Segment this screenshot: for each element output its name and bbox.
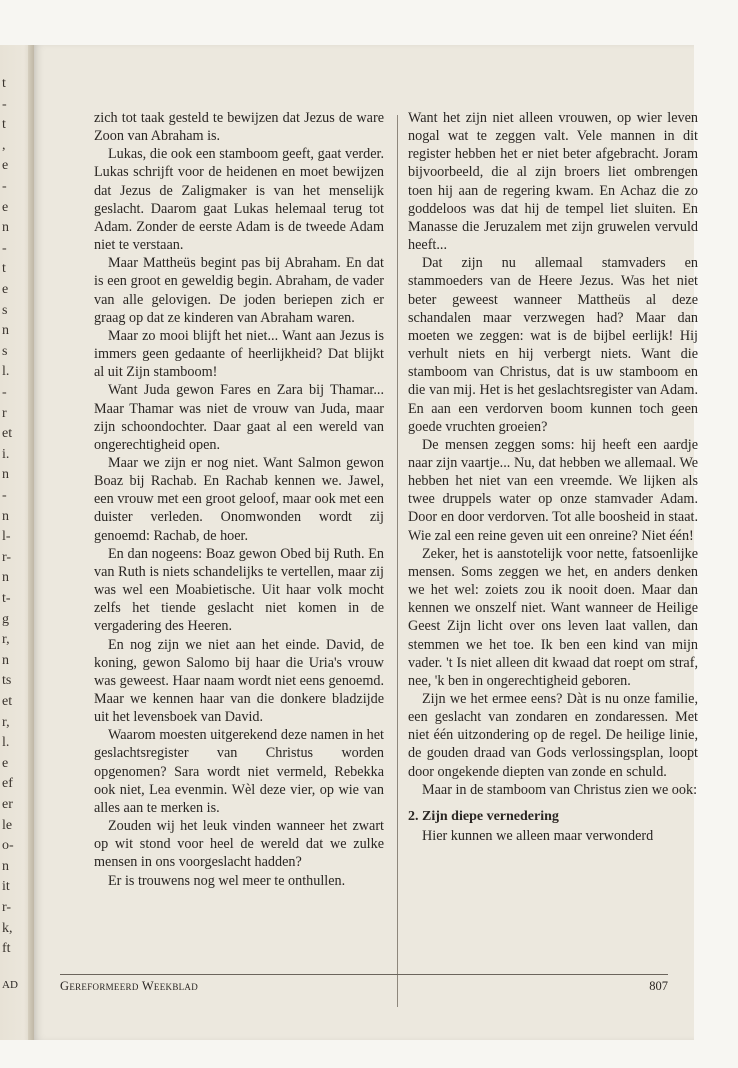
section-heading: 2. Zijn diepe vernedering <box>408 808 559 824</box>
left-margin-fragment: t <box>2 261 6 277</box>
left-margin-fragment: it <box>2 879 10 895</box>
left-margin-fragment: - <box>2 385 7 400</box>
paragraph: Want het zijn niet alleen vrouwen, op wier leven nogal wat te zeggen valt. Vele mannen in dit register hebben het er niet beter afgebracht. Joram bijvoorbeeld, die al zijn broers liet ombrengen toen hij aan de regering kwam. En Achaz die zo goddeloos was dat hij de tempel liet sluiten. En Manasse die Jeruzalem met zijn gruwelen vervuld heeft... <box>408 110 698 254</box>
paragraph: Er is trouwens nog wel meer te onthullen. <box>108 872 346 889</box>
left-margin-fragment: - <box>2 179 7 194</box>
left-margin-fragment: s <box>2 343 8 359</box>
left-page-footer-fragment: AD <box>2 979 18 991</box>
left-margin-fragment: l. <box>2 735 10 751</box>
left-margin-fragment: et <box>2 426 13 442</box>
left-margin-fragment: l. <box>2 364 10 380</box>
paragraph: Maar Mattheüs begint pas bij Abraham. En dat is een groot en geweldig begin. Abraham, de vader van alle gelovigen. De joden beriepen zich er graag op dat ze kinderen van Abraham waren. <box>94 255 384 326</box>
paragraph: Zijn we het ermee eens? Dàt is nu onze familie, een geslacht van zondaren en zondaressen. Met niet één uitzondering op de regel. De heilige linie, de gouden draad van Gods verlossingsplan, loopt door ongekende diepten van zonde en schuld. <box>408 691 698 780</box>
left-margin-fragment: t- <box>2 591 11 606</box>
left-margin-fragment: t <box>2 117 6 133</box>
column-divider <box>397 115 398 1007</box>
left-margin-fragment: ef <box>2 776 13 792</box>
left-margin-fragment: ft <box>2 941 11 957</box>
left-margin-fragment: , <box>2 137 6 153</box>
left-margin-fragment: g <box>2 611 9 627</box>
paragraph: Dat zijn nu allemaal stamvaders en stammoeders van de Heere Jezus. Was het niet beter geweest wanneer Mattheüs al deze schandalen maar verzwegen had? Maar dan moeten we zeggen: wat is de bijbel eerlijk! Hij verhult niets en hij verbergt niets. Want die stamboom van Christus, dat is uw stamboom en die van mij. Het is het geslachtsregister van Adam. En aan een verdorven boom kunnen toch geen goede vruchten groeien? <box>408 255 698 435</box>
left-margin-fragment: r- <box>2 900 12 915</box>
paragraph: Waarom moesten uitgerekend deze namen in het geslachtsregister van Christus worden opgenomen? Sara wordt niet vermeld, Rebekka ook niet, Lea evenmin. Wèl deze vier, op wie van alles aan te merken is. <box>94 727 384 816</box>
right-column <box>408 109 698 845</box>
left-margin-fragment: e <box>2 755 9 771</box>
footer-rule <box>60 974 668 975</box>
page-number: 807 <box>649 979 668 993</box>
left-margin-fragment: - <box>2 240 7 256</box>
left-margin-fragment: - <box>2 488 7 503</box>
left-margin-fragment: t <box>2 76 6 91</box>
left-margin-fragment: ts <box>2 673 12 689</box>
left-margin-fragment: r <box>2 405 7 421</box>
left-margin-fragment: o- <box>2 838 14 854</box>
left-margin-fragment: n <box>2 220 9 236</box>
paragraph: Want Juda gewon Fares en Zara bij Thamar... Maar Thamar was niet de vrouw van Juda, maar zijn schoondochter. Daar gaat al een wereld van ongerechtigheid open. <box>94 382 384 453</box>
left-margin-fragment: le <box>2 817 13 833</box>
publication-name: Gereformeerd Weekblad <box>60 979 199 993</box>
left-margin-fragment: r, <box>2 632 10 648</box>
paragraph: En dan nogeens: Boaz gewon Obed bij Ruth. En van Ruth is niets schandelijks te vertellen, maar zij was wel een Moabietische. Uit haar volk mocht zelfs het tiende geslacht niet komen in de vergadering des Heeren. <box>94 545 384 635</box>
left-margin-fragment: r- <box>2 549 12 565</box>
magazine-page <box>34 45 698 1040</box>
right-column-paragraphs <box>408 109 698 799</box>
left-margin-fragment: i. <box>2 446 10 462</box>
left-margin-fragment: e <box>2 158 9 174</box>
left-margin-fragment: e <box>2 282 9 297</box>
left-margin-fragment: n <box>2 508 9 524</box>
paragraph: Zeker, het is aanstotelijk voor nette, fatsoenlijke mensen. Soms zeggen we het, en anders denken we het wel: zoiets zou ik nooit doen. Maar dan kennen we onszelf niet. Want wanneer de Heilige Geest Zijn licht over ons leven laat vallen, dan stemmen we het toe. Ik ben een kind van mijn vader. 't Is niet alleen dit kwaad dat roept om straf, nee, 'k ben in ongerechtigheid geboren. <box>408 545 698 689</box>
left-margin-fragment: et <box>2 694 13 709</box>
left-margin-fragment: er <box>2 797 13 812</box>
left-margin-fragment: n <box>2 858 9 874</box>
left-margin-fragment: e <box>2 199 9 215</box>
paragraph: Zouden wij het leuk vinden wanneer het zwart op wit stond voor heel de wereld dat we zulke mensen in ons voorgeslacht hadden? <box>94 818 384 871</box>
left-margin-fragment: n <box>2 652 9 668</box>
left-column <box>94 109 384 890</box>
left-margin-fragment: k, <box>2 920 13 936</box>
left-margin-fragment: n <box>2 570 9 586</box>
paragraph: Maar in de stamboom van Christus zien we ook: <box>422 781 698 798</box>
left-margin-fragment: l- <box>2 529 11 545</box>
paragraph: Maar we zijn er nog niet. Want Salmon gewon Boaz bij Rachab. En Rachab kennen we. Jawel, een vrouw met een groot geloof, maar ook met een duister verleden. Onomwonden wordt zij genoemd: Rachab, de hoer. <box>94 454 384 544</box>
paragraph: Maar zo mooi blijft het niet... Want aan Jezus is immers geen gedaante of heerlijkheid? Dat blijkt al uit Zijn stamboom! <box>94 327 384 381</box>
left-page-edge <box>0 45 34 1040</box>
left-margin-fragment: - <box>2 96 7 112</box>
paragraph: zich tot taak gesteld te bewijzen dat Jezus de ware Zoon van Abraham is. <box>94 110 384 145</box>
paragraph: Lukas, die ook een stamboom geeft, gaat verder. Lukas schrijft voor de heidenen en moet bewijzen dat Jezus de Zaligmaker is van het menselijk geslacht. Daarom gaat Lukas helemaal terug tot Adam. Zonder de eerste Adam is de tweede Adam niet te verstaan. <box>94 146 384 254</box>
paragraph: De mensen zeggen soms: hij heeft een aardje naar zijn vaartje... Nu, dat hebben we allemaal. We hebben het niet van een vreemde. We lijken als twee druppels water op onze stamvader Adam. Door en door verdorven. Tot alle boosheid in staat. Wie zal een reine geven uit een onreine? Niet één! <box>408 436 698 544</box>
paragraph: En nog zijn we niet aan het einde. David, de koning, gewon Salomo bij haar die Uria's vrouw was geweest. Haar naam wordt niet eens genoemd. Maar we kennen haar van die donkere bladzijde uit het levensboek van David. <box>94 636 384 726</box>
left-margin-fragment: s <box>2 302 8 318</box>
left-margin-fragment: n <box>2 467 9 483</box>
left-margin-fragment: r, <box>2 714 10 730</box>
after-heading-paragraph: Hier kunnen we alleen maar verwonderd <box>422 827 654 844</box>
left-margin-fragment: n <box>2 323 9 339</box>
